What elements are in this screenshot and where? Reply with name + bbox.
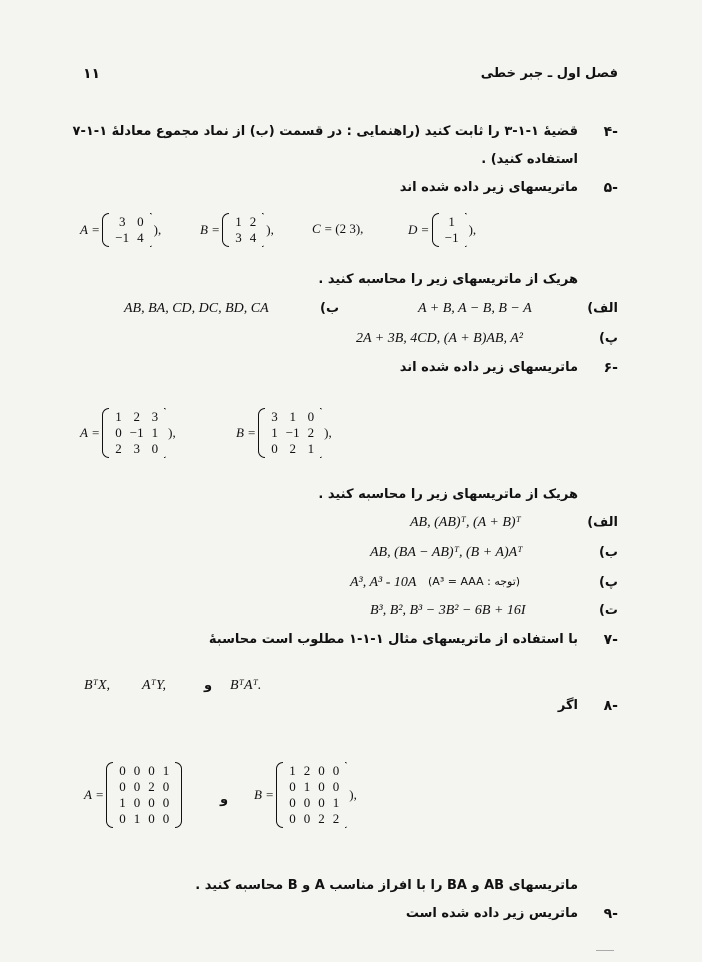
matrix-grid: 1 2 0 0 0 1 0 0 0 0 0 1 0 0 2 2 [289,763,340,826]
part-label: الف) [587,515,618,530]
problem-9-text: ماتریس زیر داده شده است [405,906,578,921]
matrix-label: B [254,787,262,802]
part-expression: AB, (BA − AB)ᵀ, (B + A)Aᵀ [370,545,523,560]
part-expression: B³, B², B³ − 3B² − 6B + 16I [370,603,526,618]
matrix-label: A [84,787,92,802]
matrix-label: B [200,222,208,237]
matrix-5-A: A = 3 0 −1 4 ), [80,214,162,245]
problem-6-intro: ماتریسهای زیر داده شده اند [399,360,578,375]
problem-8-number: ۸- [603,698,618,714]
part-label: ت) [598,603,618,618]
part-label: پ) [598,331,618,346]
part-expression: A³, A³ - 10A [350,575,417,590]
matrix-grid: 1 2 3 4 [235,214,257,245]
matrix-label: A [80,425,88,440]
matrix-grid: 1 2 3 0 −1 1 2 3 0 [115,409,159,456]
part-expression: 2A + 3B, 4CD, (A + B)AB, A² [356,331,523,346]
part-note: (توجه : A³ = AAA) [428,575,521,588]
problem-4-number: ۴- [603,124,618,140]
part-label: ب) [320,301,340,316]
matrix-5-B: B = 1 2 3 4 ), [200,214,274,245]
page-number: ۱۱ [83,66,101,82]
expression: BᵀAᵀ. [230,678,262,693]
matrix-5-D: D = 1 −1 ), [408,214,477,245]
problem-9-number: ۹- [603,906,618,922]
problem-8-instruction: ماتریسهای AB و BA را با افراز مناسب A و B محاسبه کنید . [195,878,578,893]
matrix-6-A: A = 1 2 3 0 −1 1 2 3 0 ), [80,409,176,456]
part-expression: AB, (AB)ᵀ, (A + B)ᵀ [410,515,521,530]
problem-5-intro: ماتریسهای زیر داده شده اند [399,180,578,195]
conjunction: و [220,792,229,807]
matrix-label: C [312,221,321,236]
chapter-title: فصل اول ـ جبر خطی [480,66,618,81]
matrix-5-C: C = (2 3), [312,221,364,236]
matrix-8-A: A = 0 0 0 1 0 0 2 0 1 0 0 0 0 1 0 0 [84,762,182,828]
problem-5-number: ۵- [603,180,618,196]
matrix-label: D [408,222,418,237]
problem-4-text-cont: استفاده کنید) . [481,152,578,167]
matrix-8-B: B = 1 2 0 0 0 1 0 0 0 0 0 1 0 0 2 2 ), [254,763,357,826]
part-expression: AB, BA, CD, DC, BD, CA [124,301,269,316]
problem-7-text: با استفاده از ماتریسهای مثال ۱-۱-۱ مطلوب است محاسبهٔ [208,632,578,647]
part-expression: A + B, A − B, B − A [418,301,532,316]
expression: AᵀY, [142,678,166,693]
matrix-label: B [236,425,244,440]
matrix-6-B: B = 3 1 0 1 −1 2 0 2 1 ), [236,409,332,456]
matrix-grid: 3 0 −1 4 [115,214,144,245]
expression: BᵀX, [84,678,111,693]
part-label: ب) [598,545,618,560]
conjunction: و [204,678,213,693]
matrix-grid: 0 0 0 1 0 0 2 0 1 0 0 0 0 1 0 0 [119,763,170,826]
problem-5-instruction: هریک از ماتریسهای زیر را محاسبه کنید . [318,272,578,287]
part-label: پ) [598,575,618,590]
problem-6-number: ۶- [603,360,618,376]
part-label: الف) [587,301,618,316]
footer-rule [596,950,614,951]
problem-6-instruction: هریک از ماتریسهای زیر را محاسبه کنید . [318,487,578,502]
matrix-label: A [80,222,88,237]
problem-4-text: قضیهٔ ۱-۱-۳ را ثابت کنید (راهنمایی : در قسمت (ب) از نماد مجموع معادلهٔ ۱-۱-۷ [72,124,578,139]
matrix-grid: 1 −1 [444,214,459,245]
matrix-grid: 3 1 0 1 −1 2 0 2 1 [271,409,315,456]
problem-7-number: ۷- [603,632,618,648]
problem-8-text: اگر [557,698,578,713]
